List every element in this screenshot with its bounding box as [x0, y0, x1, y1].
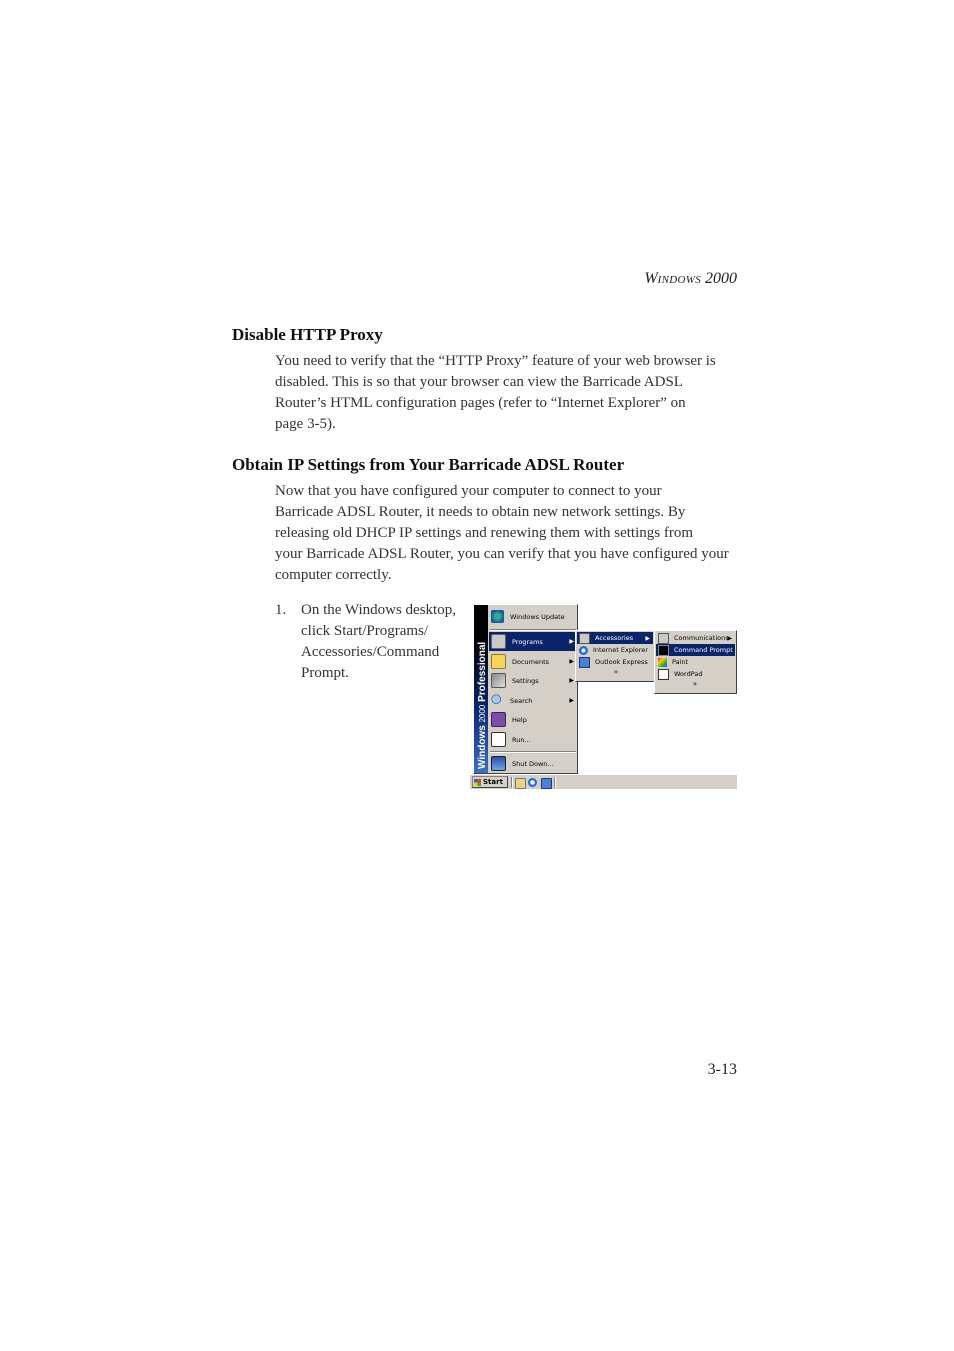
step-line: On the Windows desktop, — [301, 602, 456, 618]
menu-run[interactable] — [489, 730, 577, 749]
menu-search[interactable] — [489, 691, 577, 710]
outlook-express-icon — [579, 657, 590, 668]
menu-wordpad[interactable] — [656, 668, 735, 680]
section-body-disable-http-proxy — [275, 351, 740, 435]
windows-flag-icon — [474, 779, 481, 786]
menu-label: Communications — [674, 634, 729, 642]
windows-2000-banner — [474, 605, 488, 773]
help-book-icon — [491, 712, 506, 727]
show-desktop-icon[interactable] — [515, 778, 526, 789]
menu-label: Windows Update — [510, 612, 565, 621]
accessories-submenu — [654, 630, 737, 694]
start-menu — [473, 604, 578, 774]
start-button[interactable] — [472, 776, 508, 788]
start-menu-screenshot — [470, 604, 737, 789]
menu-label: Shut Down... — [512, 759, 554, 768]
body-line: You need to verify that the “HTTP Proxy” feature of your web browser is — [275, 353, 716, 369]
banner-2000: 2000 — [478, 704, 487, 723]
menu-label: Command Prompt — [674, 646, 733, 654]
communications-folder-icon — [658, 633, 669, 644]
submenu-arrow-icon: ▶ — [569, 697, 574, 704]
submenu-arrow-icon: ▶ — [569, 677, 574, 684]
menu-label: Paint — [672, 658, 689, 666]
programs-folder-icon — [491, 634, 506, 649]
section-heading-disable-http-proxy: Disable HTTP Proxy — [232, 325, 383, 344]
settings-icon — [491, 673, 506, 688]
menu-shut-down[interactable] — [489, 754, 577, 773]
menu-label: Run... — [512, 735, 531, 744]
menu-label: Search — [510, 696, 533, 705]
body-line: your Barricade ADSL Router, you can verify that you have configured your — [275, 546, 729, 562]
page-number: 3-13 — [707, 1061, 737, 1078]
taskbar — [470, 774, 737, 789]
menu-command-prompt[interactable] — [656, 644, 735, 656]
submenu-arrow-icon: ▶ — [645, 634, 650, 642]
expand-chevron-icon[interactable]: » — [613, 668, 619, 676]
step-number: 1. — [275, 602, 287, 618]
body-line: computer correctly. — [275, 567, 392, 583]
menu-label: Settings — [512, 676, 539, 685]
step-text — [301, 600, 471, 684]
submenu-arrow-icon: ▶ — [569, 638, 574, 645]
search-icon — [491, 694, 504, 707]
shut-down-icon — [491, 756, 506, 771]
internet-explorer-icon — [579, 646, 588, 655]
wordpad-icon — [658, 669, 669, 680]
command-prompt-icon — [658, 645, 669, 656]
menu-communications[interactable] — [656, 632, 735, 644]
programs-submenu — [575, 630, 655, 682]
menu-paint[interactable] — [656, 656, 735, 668]
menu-separator — [490, 629, 576, 631]
banner-professional: Professional — [477, 641, 488, 702]
run-icon — [491, 732, 506, 747]
outlook-express-quicklaunch-icon[interactable] — [541, 778, 552, 789]
menu-label: Accessories — [595, 634, 634, 642]
submenu-arrow-icon: ▶ — [569, 658, 574, 665]
header-initial: W — [644, 270, 658, 287]
internet-explorer-quicklaunch-icon[interactable] — [528, 778, 537, 787]
menu-windows-update[interactable] — [489, 607, 577, 626]
step-line: Prompt. — [301, 665, 349, 681]
step-line: click Start/Programs/ — [301, 623, 429, 639]
menu-settings[interactable] — [489, 671, 577, 690]
start-label: Start — [483, 778, 503, 786]
documents-folder-icon — [491, 654, 506, 669]
body-line: Now that you have configured your computer to connect to your — [275, 483, 662, 499]
section-body-obtain-ip — [275, 481, 740, 586]
body-line: page 3-5). — [275, 416, 336, 432]
section-heading-obtain-ip: Obtain IP Settings from Your Barricade ADSL Router — [232, 455, 625, 474]
menu-accessories[interactable] — [577, 632, 653, 644]
menu-label: Internet Explorer — [593, 646, 648, 654]
menu-label: Documents — [512, 657, 550, 666]
menu-programs[interactable] — [489, 632, 577, 651]
body-line: Router’s HTML configuration pages (refer to “Internet Explorer” on — [275, 395, 686, 411]
taskbar-divider — [554, 777, 556, 788]
menu-separator — [490, 751, 576, 753]
windows-update-icon — [491, 610, 504, 623]
menu-help[interactable] — [489, 710, 577, 729]
menu-label: Outlook Express — [595, 658, 648, 666]
menu-label: Programs — [512, 637, 543, 646]
banner-windows: Windows — [477, 725, 488, 769]
header-number: 2000 — [705, 270, 737, 287]
menu-internet-explorer[interactable] — [577, 644, 653, 656]
menu-label: Help — [512, 715, 527, 724]
body-line: Barricade ADSL Router, it needs to obtain new network settings. By — [275, 504, 686, 520]
step-line: Accessories/Command — [301, 644, 440, 660]
header-smallcaps: INDOWS — [657, 274, 701, 286]
paint-icon — [658, 658, 667, 667]
submenu-arrow-icon: ▶ — [727, 634, 732, 642]
body-line: disabled. This is so that your browser can view the Barricade ADSL — [275, 374, 683, 390]
menu-label: WordPad — [674, 670, 703, 678]
menu-documents[interactable] — [489, 652, 577, 671]
body-line: releasing old DHCP IP settings and renewing them with settings from — [275, 525, 694, 541]
accessories-folder-icon — [579, 633, 590, 644]
running-header — [560, 270, 737, 288]
taskbar-divider — [511, 777, 513, 788]
menu-outlook-express[interactable] — [577, 656, 653, 668]
expand-chevron-icon[interactable]: » — [692, 680, 698, 688]
